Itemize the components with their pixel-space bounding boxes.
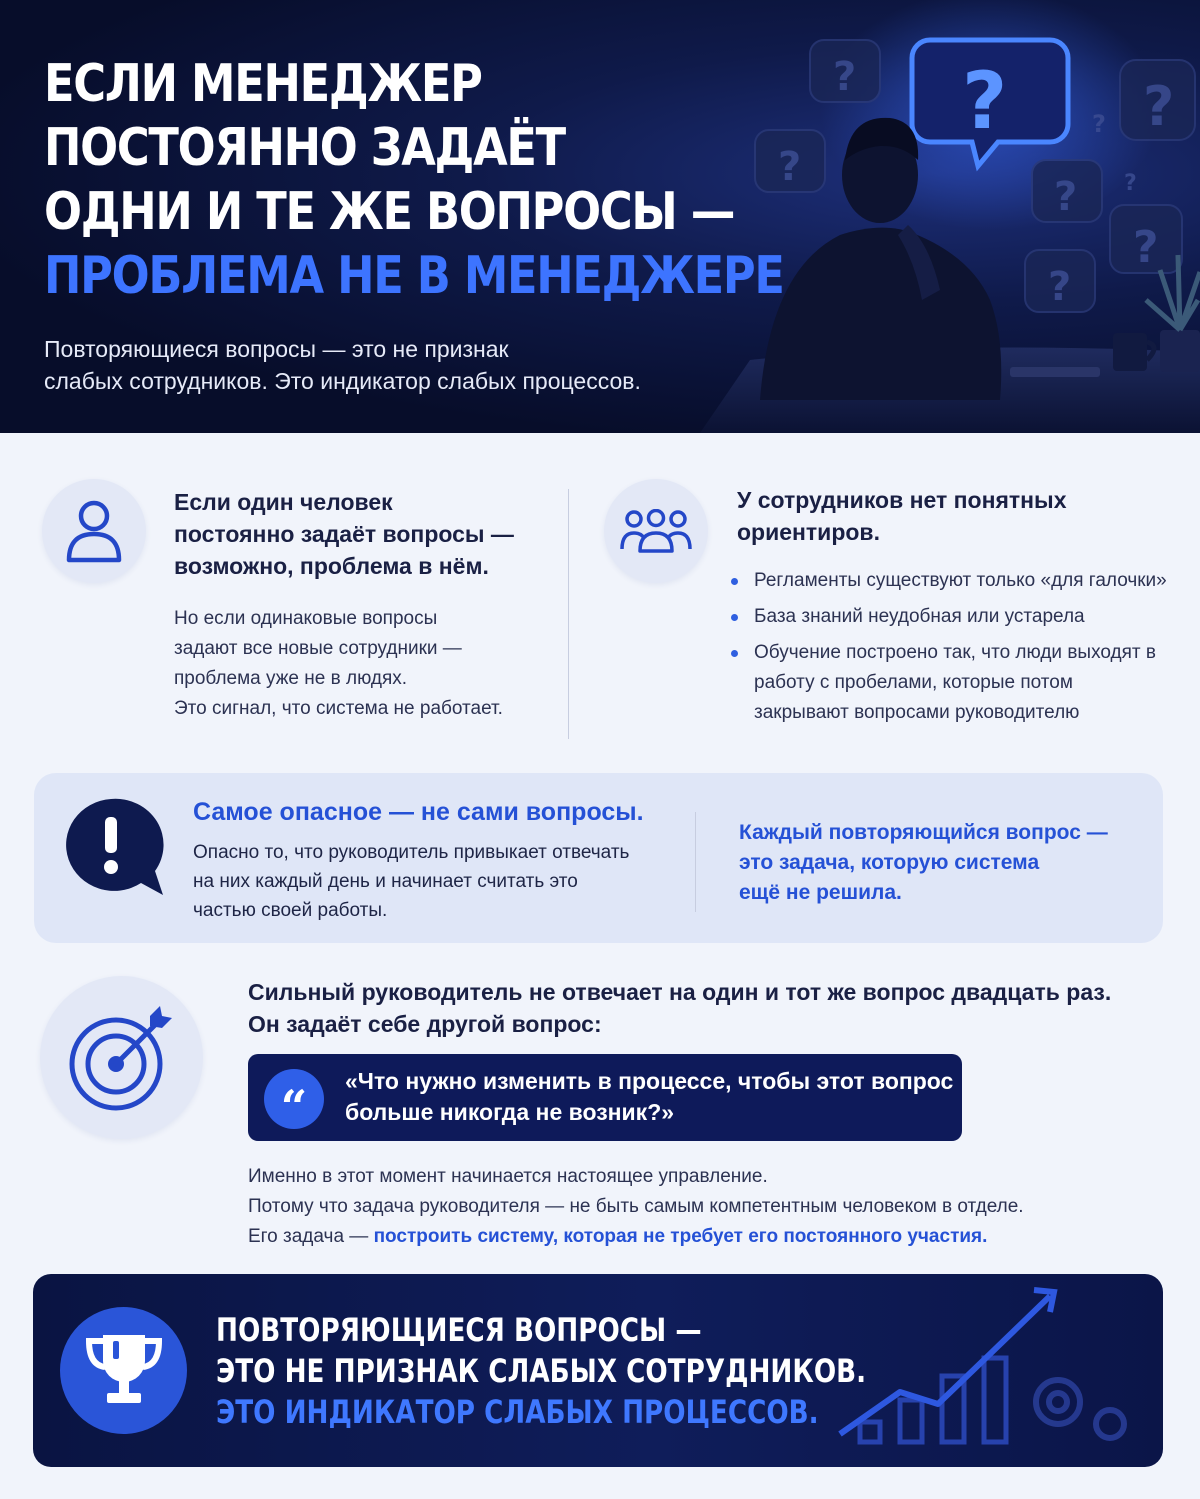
- body-line: частью своей работы.: [193, 900, 388, 921]
- heading-line: возможно, проблема в нём.: [174, 553, 489, 579]
- highlight-line: ещё не решила.: [739, 881, 902, 904]
- hero-subtitle-line: Повторяющиеся вопросы — это не признак: [44, 336, 509, 362]
- heading-line: У сотрудников нет понятных: [737, 487, 1067, 513]
- quote-icon: “: [264, 1069, 324, 1129]
- highlight-line: это задача, которую система: [739, 851, 1040, 874]
- banner-line: ЭТО НЕ ПРИЗНАК СЛАБЫХ СОТРУДНИКОВ.: [216, 1352, 867, 1390]
- banner-text: [216, 1310, 867, 1433]
- hero-title-line: ОДНИ И ТЕ ЖЕ ВОПРОСЫ —: [44, 182, 735, 242]
- team-block-heading: [737, 484, 1157, 548]
- question-mark-icon: ?: [962, 57, 1008, 147]
- body-line: на них каждый день и начинает считать это: [193, 871, 578, 892]
- question-mark-icon: ?: [1133, 222, 1159, 273]
- body-line: Именно в этот момент начинается настоящее управление.: [248, 1166, 768, 1187]
- question-mark-icon: ?: [1054, 174, 1078, 220]
- warning-heading: Самое опасное — не сами вопросы.: [193, 798, 644, 826]
- banner-accent-line: ЭТО ИНДИКАТОР СЛАБЫХ ПРОЦЕССОВ.: [216, 1393, 819, 1431]
- growth-chart-illustration: [820, 1274, 1163, 1467]
- body-line: Потому что задача руководителя — не быть самым компетентным человеком в отделе.: [248, 1196, 1024, 1217]
- body-line: проблема уже не в людях.: [174, 668, 408, 689]
- quote-line: «Что нужно изменить в процессе, чтобы этот вопрос: [345, 1068, 954, 1094]
- target-heading: [248, 976, 1148, 1040]
- heading-line: Сильный руководитель не отвечает на один и тот же вопрос двадцать раз.: [248, 979, 1112, 1005]
- column-divider: [568, 489, 569, 739]
- highlight-line: Каждый повторяющийся вопрос —: [739, 821, 1108, 844]
- team-bullet-list: [730, 566, 1170, 734]
- body-line: задают все новые сотрудники —: [174, 638, 462, 659]
- person-block-body: [174, 604, 554, 724]
- heading-line: ориентиров.: [737, 519, 880, 545]
- body-text: Его задача —: [248, 1226, 374, 1247]
- hero-section: [0, 0, 1200, 433]
- question-mark-icon: ?: [1143, 75, 1175, 138]
- heading-line: постоянно задаёт вопросы —: [174, 521, 514, 547]
- heading-line: Он задаёт себе другой вопрос:: [248, 1011, 602, 1037]
- target-body: [248, 1162, 1168, 1252]
- body-line: Это сигнал, что система не работает.: [174, 698, 503, 719]
- highlight-text: построить систему, которая не требует его постоянного участия.: [373, 1226, 988, 1247]
- question-mark-icon: ?: [778, 144, 802, 190]
- body-line: Опасно то, что руководитель привыкает отвечать: [193, 842, 630, 863]
- question-mark-icon: ?: [1048, 264, 1072, 310]
- hero-title: [44, 52, 784, 308]
- quote-line: больше никогда не возник?»: [345, 1099, 675, 1125]
- hero-subtitle-line: слабых сотрудников. Это индикатор слабых процессов.: [44, 368, 641, 394]
- heading-line: Если один человек: [174, 489, 393, 515]
- warning-highlight: [739, 818, 1119, 908]
- target-icon: [40, 976, 203, 1139]
- team-icon: [604, 479, 708, 583]
- hero-subtitle: [44, 333, 704, 397]
- question-mark-icon: ?: [1124, 171, 1137, 196]
- trophy-icon: [60, 1307, 187, 1434]
- hero-title-line: ЕСЛИ МЕНЕДЖЕР: [44, 54, 482, 114]
- person-block-heading: [174, 486, 534, 582]
- quote-text: [345, 1066, 955, 1128]
- body-line: [248, 1222, 1168, 1252]
- laptop: [1010, 367, 1100, 377]
- hero-title-accent: ПРОБЛЕМА НЕ В МЕНЕДЖЕРЕ: [44, 246, 784, 306]
- question-mark-icon: ?: [1092, 110, 1106, 138]
- user-icon: [42, 479, 146, 583]
- thinking-man-illustration: [640, 0, 1200, 433]
- list-item: База знаний неудобная или устарела: [730, 602, 1170, 632]
- hero-title-line: ПОСТОЯННО ЗАДАЁТ: [44, 118, 565, 178]
- question-mark-icon: ?: [833, 54, 857, 100]
- exclamation-icon: [58, 795, 166, 899]
- list-item: Обучение построено так, что люди выходят в работу с пробелами, которые потом закрывают вопросами руководителю: [730, 638, 1170, 728]
- card-divider: [695, 812, 696, 912]
- mug: [1113, 333, 1147, 371]
- body-line: Но если одинаковые вопросы: [174, 608, 438, 629]
- banner-line: ПОВТОРЯЮЩИЕСЯ ВОПРОСЫ —: [216, 1311, 702, 1349]
- list-item: Регламенты существуют только «для галочки»: [730, 566, 1170, 596]
- warning-body: [193, 838, 673, 925]
